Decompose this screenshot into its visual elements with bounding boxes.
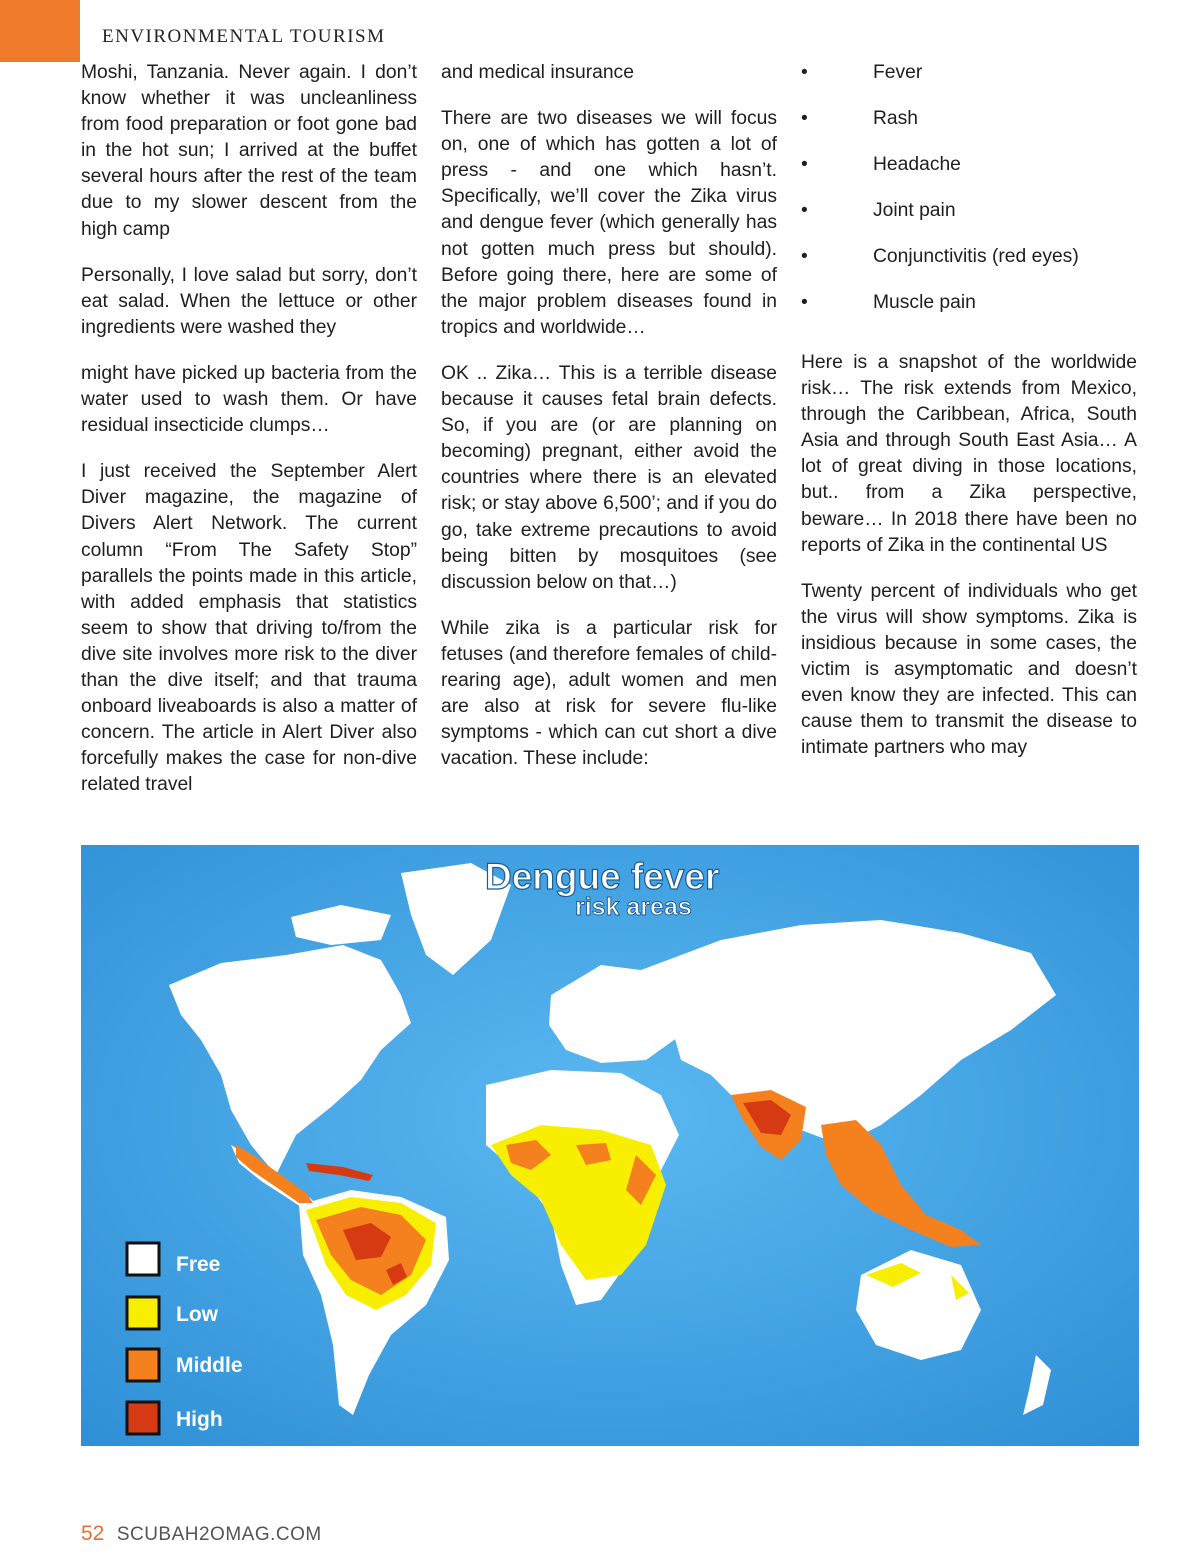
symptom-list (801, 60, 1137, 336)
legend-swatch-high (127, 1402, 159, 1434)
legend-label-middle: Middle (176, 1354, 243, 1377)
legend-swatch-low (127, 1297, 159, 1329)
bullet-icon: • (801, 154, 808, 175)
map-title: Dengue fever (485, 856, 720, 897)
paragraph: While zika is a particular risk for fetuses (and therefore females of child-rearing age), adult women and men are also at risk for severe flu-like symptoms - which can cut short a dive vacation. These include: (441, 617, 777, 770)
paragraph: There are two diseases we will focus on, one of which has gotten a lot of press - and one which hasn’t. Specifically, we’ll cover the Zika virus and dengue fever (which generally has not gotten much press but should). Before going there, here are some of the major problem diseases found in tropics and worldwide… (441, 108, 777, 338)
paragraph: Moshi, Tanzania. Never again. I don’t know whether it was uncleanliness from food preparation or foot gone bad in the hot sun; I arrived at the buffet several hours after the rest of the team due to my slower descent from the high camp (81, 62, 417, 240)
text-column-2 (441, 60, 777, 772)
map-subtitle: risk areas (575, 893, 692, 921)
list-item: • Headache (801, 152, 1137, 198)
paragraph: OK .. Zika… This is a terrible disease because it causes fetal brain defects. So, if you are (or are planning on becoming) pregnant, either avoid the countries where there is an elevated risk; or stay above 6,500’; and if you do go, take extreme precautions to avoid being bitten by mosquitoes (see discussion below on that…) (441, 362, 777, 593)
legend-swatch-middle (127, 1349, 159, 1381)
site-name: SCUBAH2OMAG.COM (116, 1524, 322, 1545)
legend-swatch-free (127, 1243, 159, 1275)
paragraph: Personally, I love salad but sorry, don’t eat salad. When the lettuce or other ingredients were washed they (81, 264, 417, 338)
bullet-icon: • (801, 108, 808, 129)
bullet-icon: • (801, 62, 808, 83)
paragraph: and medical insurance (441, 62, 634, 83)
paragraph: Here is a snapshot of the worldwide risk… The risk extends from Mexico, through the Caribbean, Africa, South Asia and through South East Asia… A lot of great diving in those locations, but.. from a Zika perspective, beware… In 2018 there have been no reports of Zika in the continental US (801, 352, 1137, 556)
list-item: • Muscle pain (801, 290, 1137, 336)
list-item: • Fever (801, 60, 1137, 106)
list-item: • Joint pain (801, 198, 1137, 244)
dengue-risk-map (81, 845, 1139, 1446)
bullet-icon: • (801, 200, 808, 221)
legend-label-free: Free (176, 1253, 221, 1276)
text-column-1 (81, 60, 417, 798)
paragraph: might have picked up bacteria from the water used to wash them. Or have residual insecticide clumps… (81, 362, 417, 437)
paragraph: Twenty percent of individuals who get the virus will show symptoms. Zika is insidious because in some cases, the victim is asymptomatic and doesn’t even know they are infected. This can cause them to transmit the disease to intimate partners who may (801, 580, 1137, 759)
bullet-icon: • (801, 246, 808, 267)
orange-corner-tab (0, 0, 80, 62)
list-item: • Rash (801, 106, 1137, 152)
page-footer (81, 1522, 322, 1546)
page-number: 52 (81, 1522, 105, 1545)
legend-label-low: Low (176, 1303, 218, 1326)
text-column-3 (801, 60, 1137, 761)
bullet-icon: • (801, 292, 808, 313)
paragraph: I just received the September Alert Diver magazine, the magazine of Divers Alert Network. The current column “From The Safety Stop” parallels the points made in this article, with added emphasis that statistics seem to show that driving to/from the dive site involves more risk to the diver than the dive itself; and that trauma onboard liveaboards is also a matter of concern. The article in Alert Diver also forcefully makes the case for non-dive related travel (81, 461, 417, 796)
list-item: • Conjunctivitis (red eyes) (801, 244, 1137, 290)
legend-label-high: High (176, 1408, 223, 1431)
section-label: ENVIRONMENTAL TOURISM (102, 26, 386, 47)
